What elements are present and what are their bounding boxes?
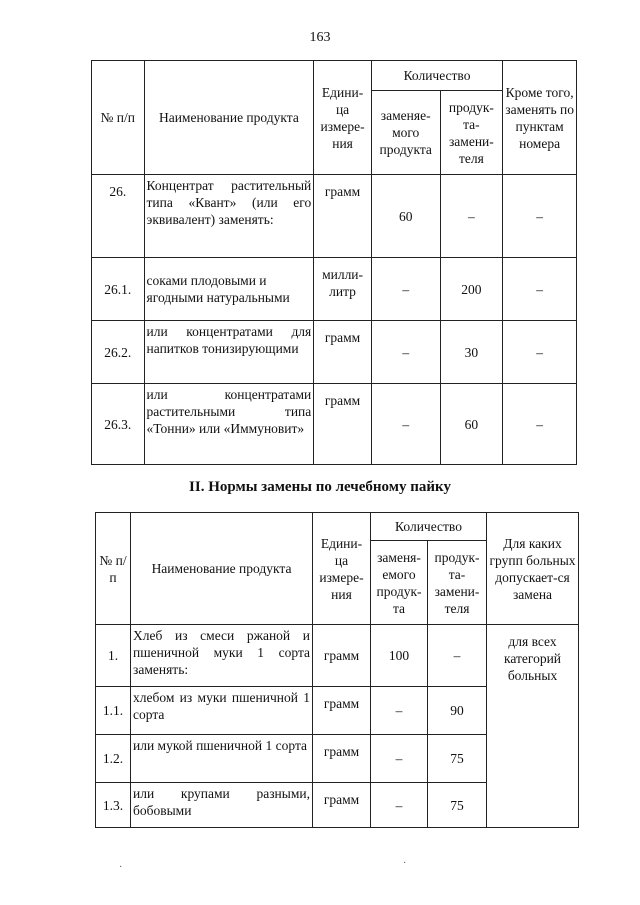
- row-replacing: 200: [440, 258, 503, 321]
- header-unit: Едини-ца измере-ния: [314, 61, 372, 175]
- row-replacing: 60: [440, 384, 503, 465]
- row-num: 1.3.: [96, 783, 131, 828]
- header-quantity: Количество: [371, 513, 487, 541]
- row-replaced: –: [371, 258, 440, 321]
- table-row: [92, 175, 577, 258]
- row-replacing: 75: [428, 735, 487, 783]
- header-product-name: Наименование продукта: [131, 513, 313, 625]
- header-replaced: заменяе-мого продукта: [371, 91, 440, 175]
- row-replaced: –: [371, 687, 428, 735]
- header-product-name: Наименование продукта: [144, 61, 314, 175]
- row-extra: –: [503, 175, 577, 258]
- row-extra: –: [503, 321, 577, 384]
- row-num: 1.: [96, 625, 131, 687]
- header-unit: Едини-ца измере-ния: [313, 513, 371, 625]
- row-num: 1.1.: [96, 687, 131, 735]
- row-unit: грамм: [313, 783, 371, 828]
- row-replaced: 60: [371, 175, 440, 258]
- header-replacing: продук-та-замени-теля: [428, 541, 487, 625]
- row-replaced: –: [371, 735, 428, 783]
- row-replacing: –: [428, 625, 487, 687]
- row-unit: грамм: [313, 625, 371, 687]
- header-replaced: заменя-емого продук-та: [371, 541, 428, 625]
- table-row: [92, 384, 577, 465]
- table-row: [96, 625, 579, 687]
- table-header-row: [92, 61, 577, 91]
- replacement-table-1: [91, 60, 577, 465]
- row-product-name: Концентрат растительный типа «Квант» (или его эквивалент) заменять:: [144, 175, 314, 258]
- row-replacing: 75: [428, 783, 487, 828]
- replacement-table-2: [95, 512, 579, 828]
- row-replacing: –: [440, 175, 503, 258]
- row-unit: милли-литр: [314, 258, 372, 321]
- table-row: [92, 258, 577, 321]
- row-unit: грамм: [314, 321, 372, 384]
- page-number: 163: [309, 30, 331, 45]
- row-replaced: –: [371, 783, 428, 828]
- row-num: 26.2.: [92, 321, 145, 384]
- scan-speck: ·: [119, 862, 123, 873]
- scan-speck: ·: [403, 858, 407, 869]
- row-replacing: 30: [440, 321, 503, 384]
- header-quantity: Количество: [371, 61, 502, 91]
- header-replacing: продук-та-замени-теля: [440, 91, 503, 175]
- row-replaced: –: [371, 321, 440, 384]
- row-num: 26.3.: [92, 384, 145, 465]
- row-replaced: 100: [371, 625, 428, 687]
- row-unit: грамм: [313, 735, 371, 783]
- row-extra: –: [503, 384, 577, 465]
- section-title: II. Нормы замены по лечебному пайку: [189, 479, 451, 495]
- row-product-name: или крупами разными, бобовыми: [131, 783, 313, 828]
- row-num: 26.: [92, 175, 145, 258]
- row-unit: грамм: [314, 175, 372, 258]
- row-num: 1.2.: [96, 735, 131, 783]
- row-product-name: хлебом из муки пшеничной 1 сорта: [131, 687, 313, 735]
- row-product-name: соками плодовыми и ягодными натуральными: [144, 258, 314, 321]
- row-replacing: 90: [428, 687, 487, 735]
- table-header-row: [96, 513, 579, 541]
- row-product-name: или концентратами растительными типа «Тонни» или «Иммуновит»: [144, 384, 314, 465]
- row-product-name: или мукой пшеничной 1 сорта: [131, 735, 313, 783]
- header-num: № п/п: [92, 61, 145, 175]
- header-extra: Кроме того, заменять по пунктам номера: [503, 61, 577, 175]
- header-num: № п/п: [96, 513, 131, 625]
- row-num: 26.1.: [92, 258, 145, 321]
- group-note: для всех категорий больных: [487, 625, 579, 828]
- row-product-name: Хлеб из смеси ржаной и пшеничной муки 1 сорта заменять:: [131, 625, 313, 687]
- table-row: [92, 321, 577, 384]
- row-extra: –: [503, 258, 577, 321]
- row-replaced: –: [371, 384, 440, 465]
- row-product-name: или концентратами для напитков тонизирующими: [144, 321, 314, 384]
- row-unit: грамм: [313, 687, 371, 735]
- row-unit: грамм: [314, 384, 372, 465]
- header-groups: Для каких групп больных допускает-ся замена: [487, 513, 579, 625]
